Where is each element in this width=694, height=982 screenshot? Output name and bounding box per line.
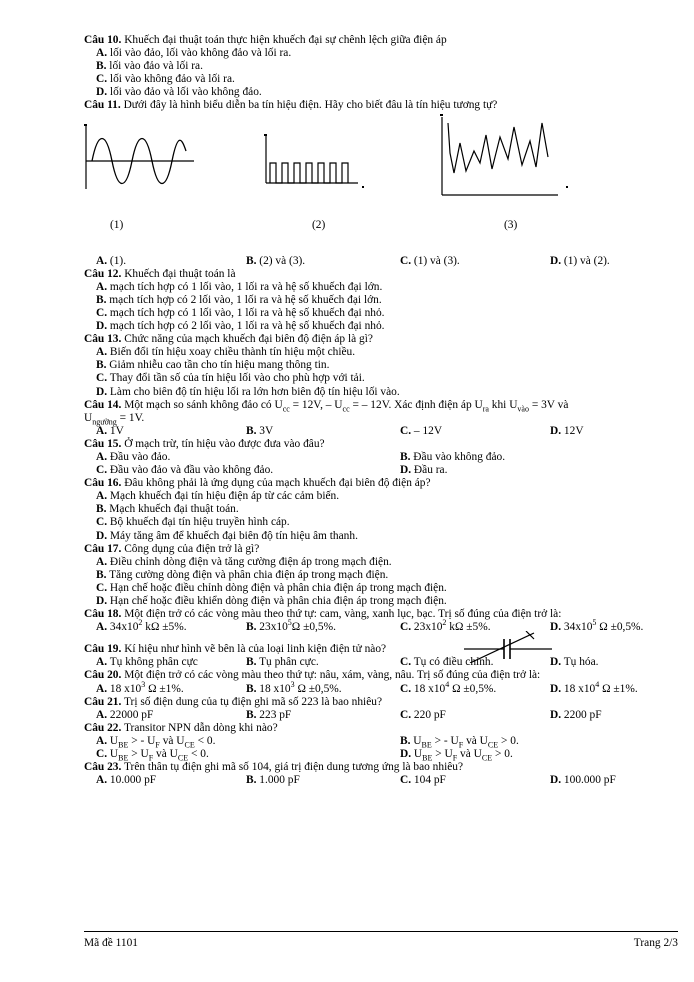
question-20: Câu 20. Một điện trở có các vòng màu theo thứ tự: nâu, xám, vàng, nâu. Trị số đúng của điện trở là: <box>84 669 541 682</box>
q11-options <box>84 255 678 268</box>
q17-option-a: A. Điều chỉnh dòng điện và tăng cường điện áp trong mạch điện. <box>96 555 392 568</box>
q10-option-d: D. lối vào đảo và lối vào không đảo. <box>96 86 262 99</box>
q18-options <box>84 618 678 634</box>
q18-option-d: D. $34x10^5$ Ω ±0,5%. <box>550 618 644 634</box>
page-number: Trang 2/3 <box>633 937 678 949</box>
q19-option-a: A. Tụ không phân cực <box>96 656 198 669</box>
q15-option-d: D. Đầu ra. <box>400 464 448 477</box>
q16-option-b: B. Mạch khuếch đại thuật toán. <box>96 503 239 516</box>
q14-option-b: B. 3V <box>246 424 274 437</box>
figure-caption-2: (2) <box>312 218 326 231</box>
q21-option-c: C. 220 pF <box>400 708 446 721</box>
q15-option-c: C. Đầu vào đảo và đầu vào không đảo. <box>96 464 274 477</box>
q18-option-a: A. $34x10^2$ kΩ ±5%. <box>96 618 187 634</box>
q13-option-d: D. Làm cho biên độ tín hiệu lối ra lớn hơn biên độ tín hiệu lối vào. <box>96 385 400 398</box>
q10-option-b: B. lối vào đảo và lối ra. <box>96 60 203 73</box>
q11-option-d: D. (1) và (2). <box>550 254 610 267</box>
q16-option-a: A. Mạch khuếch đại tín hiệu điện áp từ các cảm biến. <box>96 490 340 503</box>
question-15: Câu 15. Ở mạch trừ, tín hiệu vào được đưa vào đâu? <box>84 437 325 450</box>
signal-figures <box>84 113 678 255</box>
variable-capacitor-symbol <box>464 631 554 663</box>
question-23: Câu 23. Trên thân tụ điện ghi mã số 104, giá trị điện dung tương ứng là bao nhiêu? <box>84 761 464 774</box>
question-14: Câu 14. Một mạch so sánh không đảo có $U_{cc} = 12V$, – $U_{cc}$ = – 12V. Xác định điện áp $U_{ra}$ khi $U_{vào} = 3V$ và <box>84 398 569 413</box>
q19-option-d: D. Tụ hóa. <box>550 656 599 669</box>
figure-caption-3: (3) <box>504 218 518 231</box>
exam-code: Mã đề 1101 <box>84 937 138 949</box>
q14-options <box>84 425 678 438</box>
q22-option-d: D. $U_{BE} > U_F$ và $U_{CE} > 0$. <box>400 748 513 763</box>
q21-options <box>84 709 678 722</box>
q20-options <box>84 679 678 696</box>
q13-option-b: B. Giảm nhiễu cao tần cho tín hiệu mang thông tin. <box>96 359 330 372</box>
q15-option-b: B. Đầu vào không đảo. <box>400 450 506 463</box>
q23-option-d: D. 100.000 pF <box>550 774 616 787</box>
q22-options-row-2 <box>84 748 678 761</box>
digital-signal-figure <box>262 133 382 203</box>
q21-option-b: B. 223 pF <box>246 708 292 721</box>
q19-option-b: B. Tụ phân cực. <box>246 656 319 669</box>
question-14-line-2: $U_{ngưỡng} = 1V$. <box>84 411 145 426</box>
q20-option-a: A. 18 $x10^3$ Ω ±1%. <box>96 679 184 695</box>
q14-option-d: D. 12V <box>550 424 584 437</box>
q11-option-a: A. (1). <box>96 254 127 267</box>
q15-options-row-1 <box>84 451 678 464</box>
q22-option-b: B. $U_{BE}$ > - $U_F$ và $U_{CE} > 0$. <box>400 734 519 750</box>
q11-option-c: C. (1) và (3). <box>400 254 460 267</box>
q17-option-c: C. Hạn chế hoặc điều chỉnh dòng điện và phân chia điện áp trong mạch điện. <box>96 581 447 594</box>
q13-option-a: A. Biến đổi tín hiệu xoay chiều thành tín hiệu một chiều. <box>96 346 356 359</box>
question-19: Câu 19. Kí hiệu như hình vẽ bên là của loại linh kiện điện tử nào? <box>84 643 678 656</box>
question-10: Câu 10. Khuếch đại thuật toán thực hiện khuếch đại sự chênh lệch giữa điện áp <box>84 34 447 46</box>
sine-signal-figure <box>84 121 204 201</box>
question-21: Câu 21. Trị số điện dung của tụ điện ghi mã số 223 là bao nhiêu? <box>84 695 383 708</box>
question-13: Câu 13. Chức năng của mạch khuếch đại biên độ điện áp là gì? <box>84 333 373 346</box>
q17-option-b: B. Tăng cường dòng điện và phân chia điện áp trong mạch điện. <box>96 568 389 581</box>
q20-option-c: C. 18 $x10^4$ Ω ±0,5%. <box>400 679 497 695</box>
q18-option-b: B. $23x10^5\Omega \pm 0,5\%$. <box>246 618 336 634</box>
q16-option-d: D. Máy tăng âm để khuếch đại biên độ tín hiệu âm thanh. <box>96 529 358 542</box>
q15-options-row-2 <box>84 464 678 477</box>
q20-option-d: D. 18 $x10^4$ Ω ±1%. <box>550 679 638 695</box>
q12-option-c: C. mạch tích hợp có 1 lối vào, 1 lối ra và hệ số khuếch đại nhỏ. <box>96 306 385 319</box>
q13-option-c: C. Thay đổi tần số của tín hiệu lối vào cho phù hợp với tải. <box>96 372 365 385</box>
q20-option-b: B. 18 $x10^3$ Ω ±0,5%. <box>246 679 342 695</box>
page-footer <box>84 931 678 949</box>
q22-option-c: C. $U_{BE} > U_F$ và $U_{CE} < 0$. <box>96 748 209 763</box>
q19-option-c: C. Tụ có điều chỉnh. <box>400 656 494 669</box>
q23-option-b: B. 1.000 pF <box>246 774 300 787</box>
q21-option-d: D. 2200 pF <box>550 708 602 721</box>
question-11: Câu 11. Dưới đây là hình biểu diễn ba tín hiệu điện. Hãy cho biết đâu là tín hiệu tương tự? <box>84 99 498 112</box>
q17-option-d: D. Hạn chế hoặc điều khiển dòng điện và phân chia điện áp trong mạch điện. <box>96 595 447 607</box>
q23-options <box>84 774 678 787</box>
q19-options <box>84 656 678 669</box>
figure-caption-1: (1) <box>110 218 124 231</box>
q10-option-a: A. lối vào đảo, lối vào không đảo và lối ra. <box>96 47 292 60</box>
q22-options-row-1 <box>84 735 678 748</box>
question-22: Câu 22. Transitor NPN dẫn dòng khi nào? <box>84 721 278 734</box>
q16-option-c: C. Bộ khuếch đại tín hiệu truyền hình cáp. <box>96 516 290 529</box>
question-18: Câu 18. Một điện trở có các vòng màu theo thứ tự: cam, vàng, xanh lục, bạc. Trị số đúng của điện trở là: <box>84 608 562 621</box>
q18-option-c: C. $23x10^2$ kΩ ±5%. <box>400 618 491 634</box>
q22-option-a: A. $U_{BE}$ > - $U_F$ và $U_{CE} < 0$. <box>96 734 216 750</box>
q14-option-c: C. – 12V <box>400 424 443 437</box>
q11-option-b: B. (2) và (3). <box>246 254 306 267</box>
q12-option-d: D. mạch tích hợp có 2 lối vào, 1 lối ra và hệ số khuếch đại nhỏ. <box>96 320 385 333</box>
q15-option-a: A. Đầu vào đảo. <box>96 450 171 463</box>
analog-signal-figure <box>438 113 578 203</box>
question-12: Câu 12. Khuếch đại thuật toán là <box>84 267 236 280</box>
q23-option-c: C. 104 pF <box>400 774 446 787</box>
q21-option-a: A. 22000 pF <box>96 708 154 721</box>
question-16: Câu 16. Đâu không phải là ứng dụng của mạch khuếch đại biên độ điện áp? <box>84 477 431 490</box>
q10-option-c: C. lối vào không đảo và lối ra. <box>96 73 235 86</box>
exam-page <box>84 34 678 787</box>
q12-option-b: B. mạch tích hợp có 2 lối vào, 1 lối ra và hệ số khuếch đại lớn. <box>96 293 382 306</box>
question-17: Câu 17. Công dụng của điện trở là gì? <box>84 542 260 555</box>
q23-option-a: A. 10.000 pF <box>96 774 157 787</box>
q14-option-a: A. 1V <box>96 424 124 437</box>
q12-option-a: A. mạch tích hợp có 1 lối vào, 1 lối ra và hệ số khuếch đại lớn. <box>96 280 383 293</box>
